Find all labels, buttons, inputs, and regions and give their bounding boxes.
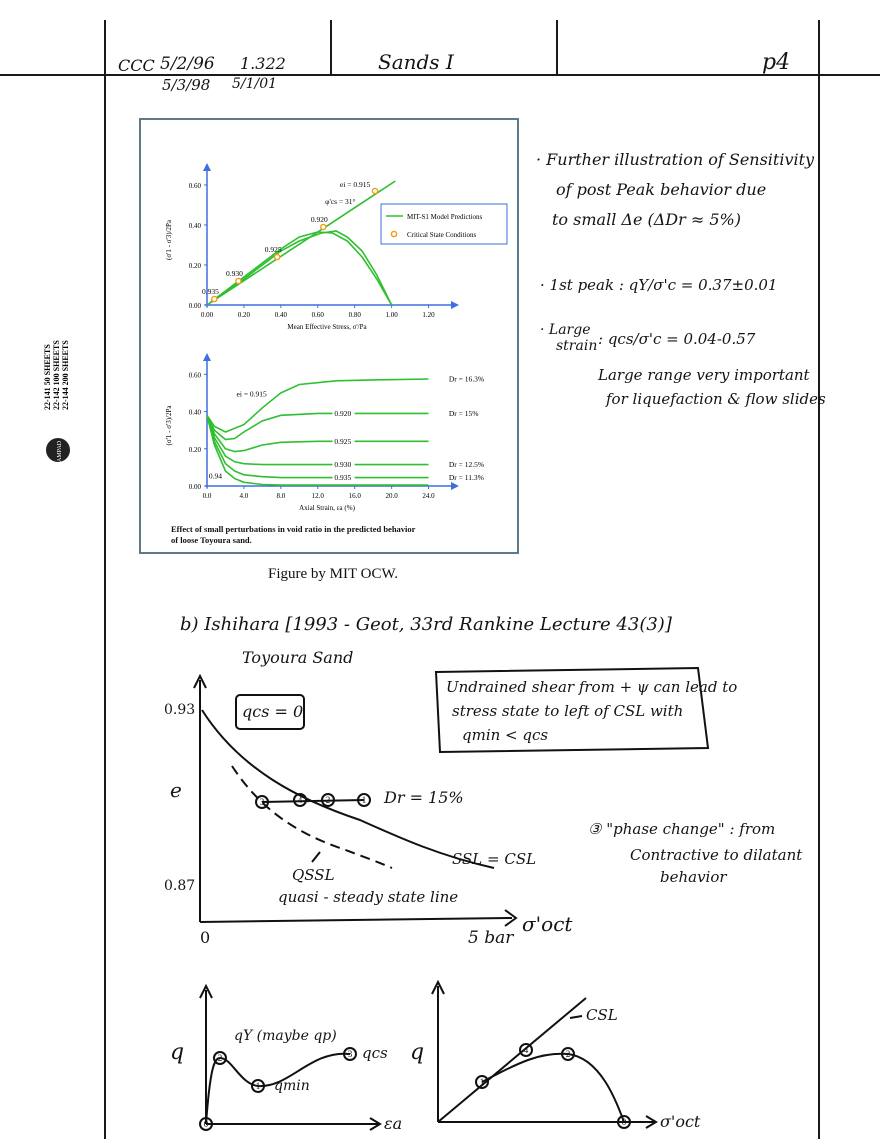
bl-marker-0-label: 0 [203,1119,209,1129]
br-y-arrow [432,982,444,994]
br-marker-4 [520,1044,532,1056]
lower-series-1 [207,379,429,432]
marker-4-label: 4 [297,795,303,805]
note-large-b: strain [556,338,598,354]
upper-legend-label-1: MIT-S1 Model Predictions [407,213,483,221]
marker-2 [322,794,334,806]
br-marker-1 [476,1076,488,1088]
qssl-curve [232,766,392,868]
upper-csl-point-label-3: 0.925 [264,245,282,254]
header-date2: 5/3/98 [162,76,211,94]
br-marker-0-label: 0 [621,1117,627,1127]
phase-note-2: Contractive to dilatant [630,846,803,864]
lower-xtick-label: 24.0 [422,492,435,500]
lower-dr-label-2: Dr = 15% [448,408,479,418]
lower-xtick-label: 0.0 [202,492,212,500]
phase-note-1: ③ "phase change" : from [588,820,776,838]
upper-csl-line [207,181,395,305]
lower-series-label-3: 0.925 [334,436,352,446]
upper-xlabel: Mean Effective Stress, σ'/Pa [287,323,367,331]
lower-xtick-label: 4.0 [239,492,249,500]
lower-xtick-label: 20.0 [385,492,398,500]
qssl-desc: quasi - steady state line [278,888,459,906]
ishihara-x-axis [200,918,512,922]
bl-marker-1 [252,1080,264,1092]
upper-xtick-label: 1.00 [385,311,398,319]
pad-line-3: 22-144 200 SHEETS [61,340,70,410]
bl-ea-label: εa [384,1114,403,1133]
bl-y-arrow [200,986,212,998]
br-marker-0 [618,1116,630,1128]
pad-line-2: 22-142 100 SHEETS [52,340,61,410]
figure-charts [141,120,517,520]
upper-csl-point-4 [321,224,326,229]
bl-marker-3-label: 3 [347,1049,353,1059]
header-date1: 5/2/96 [160,54,215,74]
br-marker-4-label: 4 [523,1045,529,1055]
upper-csl-point-1 [212,296,217,301]
lower-y-arrow [203,353,211,361]
br-q-label: q [410,1040,425,1065]
lower-series-label-4: 0.930 [334,460,352,470]
bl-marker-3 [344,1048,356,1060]
upper-ylabel: (σ'1 - σ'3)/2Pa [165,219,173,261]
upper-chart [165,163,507,331]
lower-series-4 [207,415,429,464]
upper-csl-point-label-4: 0.920 [310,215,328,224]
bl-qcs-label: qcs [362,1044,388,1062]
marker-1-label: 1 [361,795,367,805]
y-bot-label: 0.87 [164,878,196,894]
header-topic: Sands I [378,50,454,74]
br-marker-2-label: 2 [565,1049,571,1059]
upper-xtick-label: 0.20 [237,311,251,319]
lower-annotation-ei: ei = 0.915 [236,389,267,399]
upper-ytick-label: 0.20 [188,262,201,270]
upper-y-arrow [203,163,211,171]
box-line-2: stress state to left of CSL with [452,702,684,720]
caption-line-2: of loose Toyoura sand. [171,535,252,545]
upper-ytick-label: 0.60 [188,182,201,190]
qssl-label: QSSL [292,866,335,884]
note-range-1: Large range very important [598,366,810,384]
stress-path-arrow [262,800,364,802]
upper-xtick-label: 1.20 [422,311,435,319]
figure-credit: Figure by MIT OCW. [268,566,399,582]
upper-ytick-label: 0.40 [188,222,201,230]
bl-marker-1-label: 1 [255,1081,261,1091]
marker-3 [256,796,268,808]
upper-csl-point-3 [275,254,280,259]
lower-dr-label-4: Dr = 12.5% [448,460,485,470]
ishihara-y-arrow [194,676,206,688]
upper-ytick-label: 0.00 [188,302,201,310]
br-stress-path [479,1054,624,1122]
header-page: p4 [762,50,791,75]
box-line-3: qmin < qcs [462,726,549,744]
note-large-a: · Large [540,322,591,338]
y-top-label: 0.93 [164,702,196,718]
figure-box [139,118,519,554]
upper-annotation-phi: φ'cs = 31° [325,197,356,206]
marker-4 [294,794,306,806]
section-sand: Toyoura Sand [242,648,354,667]
note-line-2: of post Peak behavior due [556,180,767,199]
lower-series-label-5: 0.935 [334,473,352,483]
upper-xtick-label: 0.60 [311,311,324,319]
pad-line-1: 22-141 50 SHEETS [43,344,52,410]
note-large-c: : qcs/σ'c = 0.04-0.57 [598,330,756,348]
br-marker-2 [562,1048,574,1060]
x-origin-label: 0 [200,928,211,947]
marker-1 [358,794,370,806]
upper-csl-point-label-2: 0.930 [225,269,243,278]
header-date3: 5/1/01 [232,76,278,92]
upper-xtick-label: 0.00 [200,311,214,319]
note-line-1: · Further illustration of Sensitivity [536,150,815,169]
lower-series-3 [207,415,429,451]
bl-qmin-label: qmin [274,1078,310,1094]
note-range-2: for liquefaction & flow slides [606,390,826,408]
bl-marker-2-label: 2 [217,1053,223,1063]
ssl-label: SSL = CSL [452,850,537,868]
br-x-arrow [646,1116,656,1128]
note-line-3: to small Δe (ΔDr ≈ 5%) [552,210,741,229]
bl-qy-label: qY (maybe qp) [234,1028,337,1044]
ishihara-x-arrow [505,910,516,926]
bl-q-label: q [170,1040,185,1065]
x-axis-label: σ'oct [522,912,573,936]
marker-3-label: 3 [259,797,265,807]
lower-xtick-label: 16.0 [348,492,361,500]
lower-xlabel: Axial Strain, εa (%) [299,504,355,512]
upper-xtick-label: 0.40 [274,311,287,319]
lower-dr-label-1: Dr = 16.3% [448,374,485,384]
upper-xtick-label: 0.80 [348,311,361,319]
upper-legend-point-swatch [391,231,396,236]
caption-line-1: Effect of small perturbations in void ratio in the predicted behavior [171,524,416,534]
bl-marker-0 [200,1118,212,1130]
lower-ylabel: (σ'1 - σ'3)/2Pa [165,405,173,446]
lower-series-label-2: 0.920 [334,408,352,418]
br-x-label: σ'oct [660,1112,701,1131]
bottom-right-diagram [432,982,656,1128]
lower-annotation-094: 0.94 [208,471,222,481]
lower-xtick-label: 8.0 [276,492,286,500]
box-line-1: Undrained shear from + ψ can lead to [446,678,738,696]
figure-caption [171,524,415,546]
marker-2-label: 2 [325,795,331,805]
upper-legend-label-2: Critical State Conditions [407,231,477,239]
br-csl-pointer [570,1016,582,1018]
header-divider-2 [556,20,558,76]
br-csl-line [438,998,586,1122]
qcs0-label: qcs = 0 [242,702,304,721]
lower-xtick-label: 12.0 [311,492,324,500]
lower-ytick-label: 0.60 [188,371,201,380]
bottom-left-diagram [200,986,380,1130]
left-margin-rule [104,20,106,1139]
qssl-pointer [312,852,320,862]
upper-csl-point-2 [236,278,241,283]
x-val-label: 5 bar [468,928,514,948]
bl-x-arrow [370,1118,380,1130]
br-csl-label: CSL [586,1006,618,1024]
bl-marker-2 [214,1052,226,1064]
dr-label: Dr = 15% [384,788,464,807]
pad-brand: AMPAD [57,440,63,462]
lower-series-5 [207,415,429,477]
header-divider-1 [330,20,332,76]
phase-note-3: behavior [660,868,727,886]
note-peak: · 1st peak : qY/σ'c = 0.37±0.01 [540,276,778,294]
upper-csl-point-label-1: 0.935 [201,287,219,296]
upper-x-arrow [451,301,459,309]
br-marker-1-label: 1 [479,1077,485,1087]
lower-ytick-label: 0.00 [188,483,201,491]
lower-ytick-label: 0.40 [188,408,201,417]
section-heading: b) Ishihara [1993 - Geot, 33rd Rankine Lecture 43(3)] [180,614,672,635]
upper-annotation-ei: ei = 0.915 [339,180,371,189]
header-initials: CCC [118,56,155,75]
lower-dr-label-5: Dr = 11.3% [448,473,484,483]
header-course: 1.322 [240,54,286,73]
right-margin-rule [818,20,820,1139]
upper-csl-point-5 [372,188,377,193]
lower-chart [165,353,484,512]
lower-x-arrow [451,482,459,490]
lower-ytick-label: 0.20 [188,445,201,454]
pad-label [40,290,76,480]
y-mid-label: e [170,778,182,802]
